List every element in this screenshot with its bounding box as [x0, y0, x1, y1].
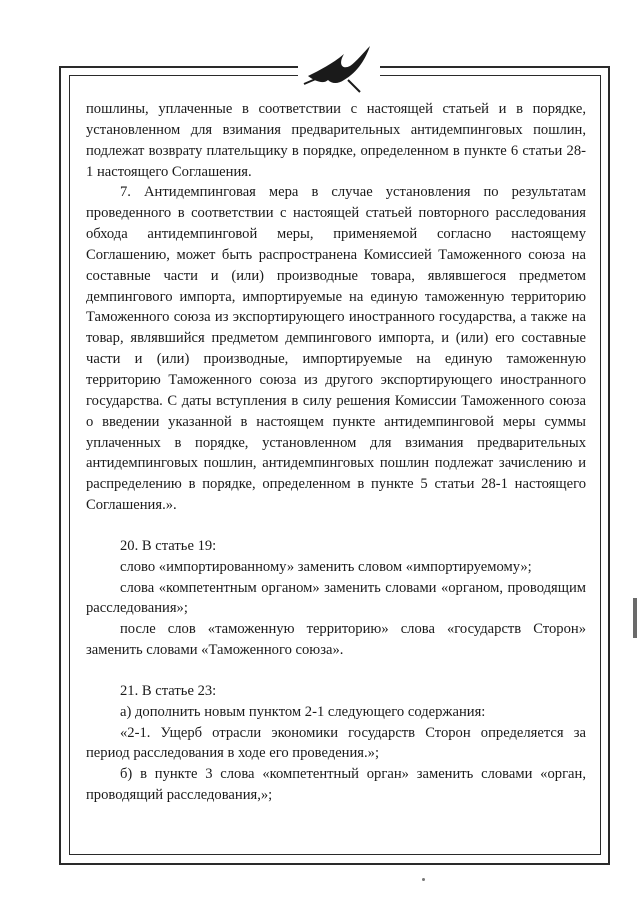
- item-21-a: а) дополнить новым пунктом 2-1 следующего содержания:: [120, 703, 486, 720]
- item-21-quote: «2-1. Ущерб отрасли экономики государств Сторон определяется за период расследования в ходе его проведения.»;: [86, 724, 586, 762]
- scan-dot: [422, 878, 425, 881]
- item-20-line-1: слово «импортированному» заменить словом «импортируемому»;: [120, 558, 532, 575]
- bird-emblem-icon: [298, 40, 380, 96]
- paragraph-point-7: 7. Антидемпинговая мера в случае установления по результатам проведенного в соответствии с настоящей статьей повторного расследования обхода антидемпинговой меры, применяемой согласно настоящему Соглашению, может быть распространена Комиссией Таможенного союза на составные части и (или) производные товара, являвшегося предметом демпингового импорта, импортируемые на единую таможенную территорию Таможенного союза из экспортирующего иностранного государства, а также на товар, являвшийся предметом демпингового импорта, и (или) его составные части и (или) производные, импортируемые на единую таможенную территорию Таможенного союза из другого экспортирующего иностранного государства. С даты вступления в силу решения Комиссии Таможенного союза о введении указанной в настоящем пункте антидемпинговой меры суммы уплаченных в порядке, установленном для взимания предварительных антидемпинговых пошлин, антидемпинговых пошлин подлежат зачислению и распределению в порядке, определенном в пункте 5 статьи 28-1 настоящего Соглашения.».: [86, 184, 586, 514]
- paragraph-continuation: пошлины, уплаченные в соответствии с настоящей статьей и в порядке, установленном для взимания предварительных антидемпинговых пошлин, подлежат возврату плательщику в порядке, определенном в пункте 6 статьи 28-1 настоящего Соглашения.: [86, 101, 586, 180]
- item-20-line-2: слова «компетентным органом» заменить словами «органом, проводящим расследования»;: [86, 579, 586, 617]
- item-20-line-3: после слов «таможенную территорию» слова «государств Сторон» заменить словами «Таможенного союза».: [86, 621, 586, 659]
- scan-edge-mark: [633, 598, 637, 638]
- item-21-b: б) в пункте 3 слова «компетентный орган» заменить словами «орган, проводящий расследования,»;: [86, 766, 586, 804]
- item-21-heading: 21. В статье 23:: [120, 682, 217, 699]
- item-20-heading: 20. В статье 19:: [120, 537, 217, 554]
- document-body: [86, 99, 586, 806]
